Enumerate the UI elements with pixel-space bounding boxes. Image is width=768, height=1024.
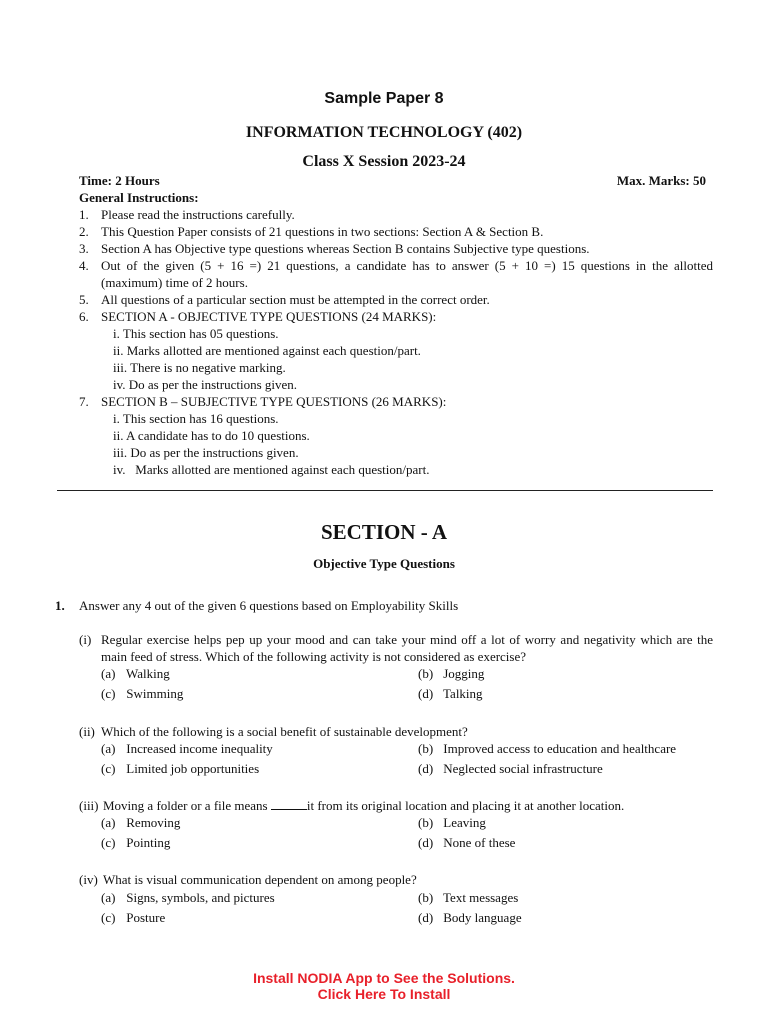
- option: [418, 909, 522, 926]
- subquestion-text-start: Moving a folder or a file means: [103, 798, 271, 813]
- sub-instruction: iii. There is no negative marking.: [113, 360, 286, 375]
- option-letter: (a): [101, 815, 116, 830]
- click-to-install-link[interactable]: Click Here To Install: [317, 986, 451, 1002]
- subquestion-text-end: it from its original location and placing it at another location.: [306, 798, 625, 813]
- option-letter: (b): [418, 890, 434, 905]
- section-a-subheading: Objective Type Questions: [313, 556, 455, 571]
- option-letter: (c): [101, 910, 116, 925]
- option-letter: (c): [101, 686, 116, 701]
- subject-title: INFORMATION TECHNOLOGY (402): [245, 124, 523, 141]
- option: [101, 740, 273, 757]
- time-label: Time: 2 Hours: [79, 173, 160, 188]
- instruction-number: 3.: [79, 241, 89, 256]
- instruction-number: 6.: [79, 309, 89, 324]
- option: [101, 665, 170, 682]
- option-letter: (c): [101, 761, 116, 776]
- option: [418, 889, 518, 906]
- option-text: None of these: [443, 835, 516, 850]
- subquestion-label: (iii): [79, 798, 99, 813]
- option-letter: (d): [418, 761, 434, 776]
- option: [101, 834, 170, 851]
- instruction-text: SECTION A - OBJECTIVE TYPE QUESTIONS (24 MARKS):: [101, 309, 437, 324]
- sub-instruction: iv. Do as per the instructions given.: [113, 377, 298, 392]
- option: [418, 740, 676, 757]
- instruction-number: 5.: [79, 292, 89, 307]
- instruction-text-continued: (maximum) time of 2 hours.: [101, 275, 248, 290]
- instruction-text: All questions of a particular section must be attempted in the correct order.: [101, 292, 490, 307]
- install-app-link[interactable]: Install NODIA App to See the Solutions.: [253, 970, 515, 986]
- option: [101, 909, 165, 926]
- option-letter: (b): [418, 815, 434, 830]
- option: [101, 814, 180, 831]
- option: [101, 760, 259, 777]
- instruction-text: Please read the instructions carefully.: [101, 207, 295, 222]
- option-text: Improved access to education and healthcare: [443, 741, 677, 756]
- option-text: Increased income inequality: [126, 741, 273, 756]
- sub-instruction: iv. Marks allotted are mentioned against each question/part.: [113, 462, 430, 477]
- fill-in-blank: [271, 798, 307, 810]
- option: [418, 685, 483, 702]
- option: [101, 685, 183, 702]
- option-letter: (d): [418, 835, 434, 850]
- option: [418, 665, 484, 682]
- sub-instruction: ii. Marks allotted are mentioned against each question/part.: [113, 343, 421, 358]
- divider-line: [57, 490, 713, 491]
- option-text: Posture: [126, 910, 166, 925]
- sub-instruction: i. This section has 16 questions.: [113, 411, 279, 426]
- option-text: Talking: [443, 686, 483, 701]
- subquestion-label: (ii): [79, 724, 95, 739]
- option-text: Leaving: [443, 815, 486, 830]
- option-letter: (a): [101, 890, 116, 905]
- option-letter: (d): [418, 686, 434, 701]
- section-a-heading: SECTION - A: [320, 520, 448, 544]
- subquestion-label: (iv): [79, 872, 98, 887]
- option-letter: (b): [418, 666, 434, 681]
- question-text: Answer any 4 out of the given 6 questions based on Employability Skills: [79, 598, 459, 613]
- option-text: Swimming: [126, 686, 184, 701]
- subquestion-text-continued: main feed of stress. Which of the following activity is not considered as exercise?: [101, 649, 527, 664]
- option-text: Text messages: [443, 890, 519, 905]
- instruction-number: 7.: [79, 394, 89, 409]
- option: [418, 760, 603, 777]
- question-number: 1.: [55, 598, 65, 613]
- instruction-text: SECTION B – SUBJECTIVE TYPE QUESTIONS (26 MARKS):: [101, 394, 447, 409]
- instruction-text: Out of the given (5 + 16 =) 21 questions, a candidate has to answer (5 + 10 =) 15 questions in the allotted: [101, 258, 713, 273]
- max-marks-label: Max. Marks: 50: [616, 173, 706, 188]
- option-letter: (b): [418, 741, 434, 756]
- option-text: Neglected social infrastructure: [443, 761, 603, 776]
- option: [418, 834, 515, 851]
- subquestion-text: Regular exercise helps pep up your mood and can take your mind off a lot of worry and negativity which are the: [101, 632, 713, 647]
- instruction-number: 2.: [79, 224, 89, 239]
- sub-instruction: ii. A candidate has to do 10 questions.: [113, 428, 310, 443]
- option-letter: (d): [418, 910, 434, 925]
- option-text: Removing: [126, 815, 181, 830]
- general-instructions-heading: General Instructions:: [79, 190, 199, 205]
- option-text: Walking: [126, 666, 170, 681]
- option-letter: (a): [101, 666, 116, 681]
- option: [101, 889, 275, 906]
- subquestion-label: (i): [79, 632, 92, 647]
- option: [418, 814, 486, 831]
- option-letter: (a): [101, 741, 116, 756]
- subquestion-text: What is visual communication dependent on among people?: [103, 872, 417, 887]
- instruction-text: This Question Paper consists of 21 questions in two sections: Section A & Section B.: [101, 224, 544, 239]
- option-text: Pointing: [126, 835, 171, 850]
- instruction-number: 4.: [79, 258, 89, 273]
- option-text: Body language: [443, 910, 522, 925]
- subquestion-text: [103, 797, 715, 814]
- subquestion-text: Which of the following is a social benefit of sustainable development?: [101, 724, 468, 739]
- option-text: Limited job opportunities: [126, 761, 260, 776]
- option-text: Jogging: [443, 666, 485, 681]
- instruction-number: 1.: [79, 207, 89, 222]
- sub-instruction: i. This section has 05 questions.: [113, 326, 279, 341]
- instruction-text: Section A has Objective type questions whereas Section B contains Subjective type questions.: [101, 241, 590, 256]
- class-session: Class X Session 2023-24: [302, 153, 466, 170]
- sub-instruction: iii. Do as per the instructions given.: [113, 445, 299, 460]
- option-text: Signs, symbols, and pictures: [126, 890, 275, 905]
- paper-title: Sample Paper 8: [324, 90, 444, 107]
- option-letter: (c): [101, 835, 116, 850]
